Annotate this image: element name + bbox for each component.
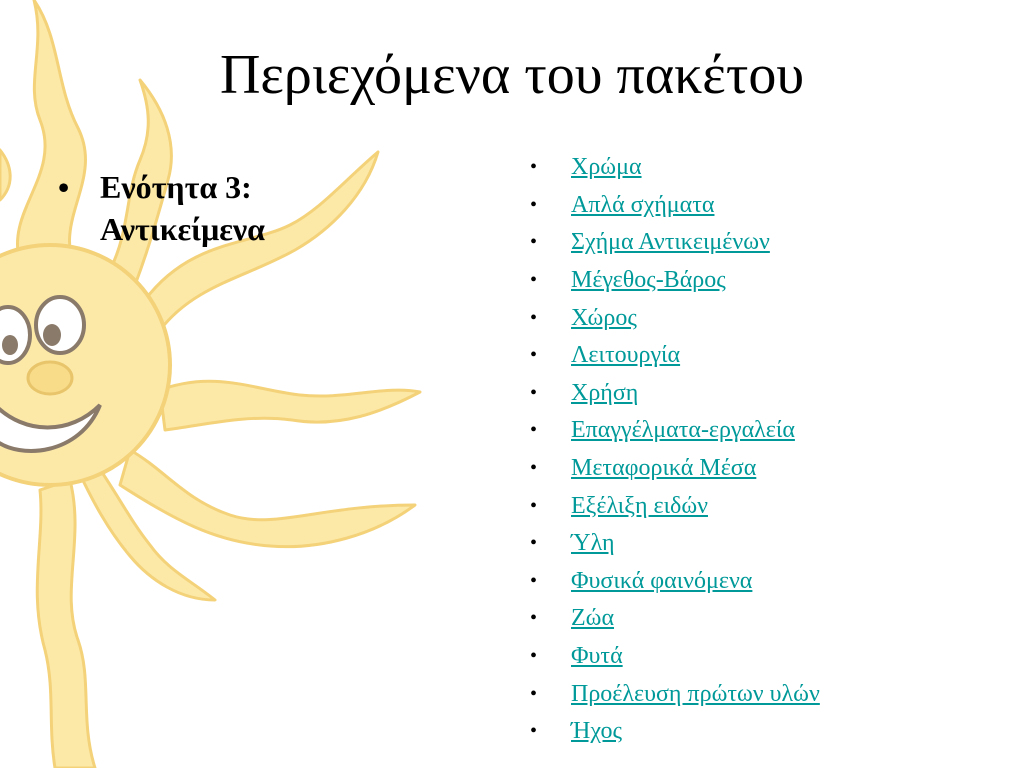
topic-link-sound[interactable]: Ήχος <box>571 718 623 745</box>
topic-link-size-weight[interactable]: Μέγεθος-Βάρος <box>571 267 726 294</box>
topic-link-animals[interactable]: Ζώα <box>571 605 615 632</box>
bullet: • <box>530 156 538 179</box>
topic-link-object-shape[interactable]: Σχήμα Αντικειμένων <box>571 229 770 256</box>
topic-link-plants[interactable]: Φυτά <box>571 643 623 670</box>
bullet: • <box>530 193 538 216</box>
bullet: • <box>530 344 538 367</box>
topic-link-function[interactable]: Λειτουργία <box>571 342 681 369</box>
bullet: • <box>530 607 538 630</box>
topic-item-function <box>530 337 950 375</box>
topic-item-raw-materials-origin <box>530 675 950 713</box>
bullet: • <box>530 231 538 254</box>
bullet: • <box>530 645 538 668</box>
bullet: • <box>530 306 538 329</box>
topic-item-species-evolution <box>530 487 950 525</box>
topic-item-simple-shapes <box>530 187 950 225</box>
bullet: • <box>530 457 538 480</box>
topic-link-transport[interactable]: Μεταφορικά Μέσα <box>571 455 757 482</box>
bullet: • <box>530 381 538 404</box>
topic-link-use[interactable]: Χρήση <box>571 379 639 406</box>
bullet: • <box>530 419 538 442</box>
topic-link-professions-tools[interactable]: Επαγγέλματα-εργαλεία <box>571 417 795 444</box>
topic-link-raw-materials-origin[interactable]: Προέλευση πρώτων υλών <box>571 680 820 707</box>
topic-item-matter <box>530 525 950 563</box>
smiling-sun-icon <box>0 0 430 768</box>
bullet: • <box>530 682 538 705</box>
topic-item-color <box>530 149 950 187</box>
topic-item-natural-phenomena <box>530 563 950 601</box>
topic-item-use <box>530 375 950 413</box>
bullet: • <box>530 720 538 743</box>
topic-item-object-shape <box>530 224 950 262</box>
topic-link-space[interactable]: Χώρος <box>571 304 637 331</box>
section-label: Ενότητα 3: Αντικείμενα <box>100 169 266 247</box>
topic-link-color[interactable]: Χρώμα <box>571 154 642 181</box>
topic-list <box>530 149 950 751</box>
sun-face <box>0 245 170 485</box>
bullet: • <box>58 169 70 205</box>
topic-item-animals <box>530 600 950 638</box>
section-list <box>58 166 378 250</box>
topic-item-professions-tools <box>530 412 950 450</box>
page-title: Περιεχόμενα του πακέτου <box>219 44 805 106</box>
topic-item-space <box>530 299 950 337</box>
topic-link-matter[interactable]: Ύλη <box>571 530 615 557</box>
topic-item-transport <box>530 450 950 488</box>
bullet: • <box>530 532 538 555</box>
bullet: • <box>530 494 538 517</box>
topic-link-natural-phenomena[interactable]: Φυσικά φαινόμενα <box>571 567 753 594</box>
section-item <box>58 166 378 250</box>
topic-link-species-evolution[interactable]: Εξέλιξη ειδών <box>571 492 708 519</box>
topic-item-size-weight <box>530 262 950 300</box>
topic-link-simple-shapes[interactable]: Απλά σχήματα <box>571 191 715 218</box>
bullet: • <box>530 569 538 592</box>
topic-item-plants <box>530 638 950 676</box>
topic-item-sound <box>530 713 950 751</box>
bullet: • <box>530 269 538 292</box>
